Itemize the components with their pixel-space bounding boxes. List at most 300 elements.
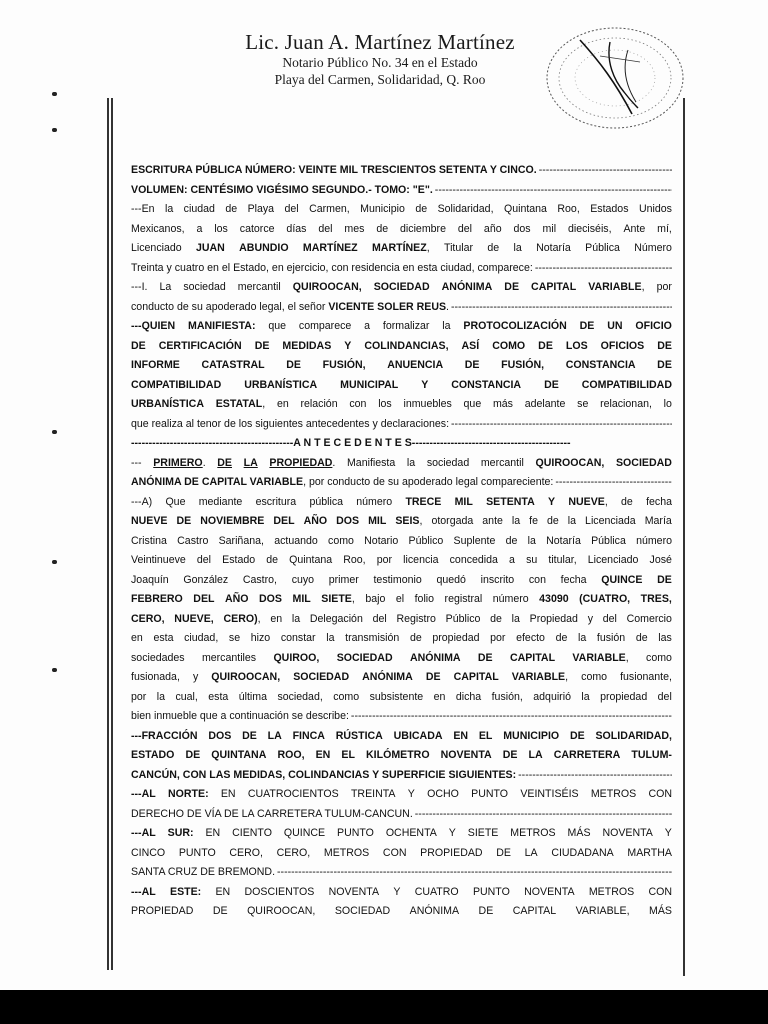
text-word: a (364, 320, 371, 332)
text-word: su (526, 554, 538, 566)
text-word: LA (528, 749, 543, 761)
text-word: SOCIEDAD (373, 281, 430, 293)
text-word: PROPIEDAD (131, 905, 194, 917)
text-word: como (328, 534, 354, 547)
text-word: EL (341, 749, 355, 761)
text-run: bien inmueble que a continuación se describe: (131, 710, 349, 722)
text-word: efecto (516, 632, 545, 644)
text-word: Público (445, 612, 481, 625)
text-word: TREINTA (350, 788, 396, 800)
text-word: CON (648, 885, 672, 898)
text-word: DOS (336, 515, 360, 527)
text-line (131, 454, 672, 474)
text-word: Licenciado (131, 242, 182, 254)
text-word: DE (254, 339, 270, 352)
text-word: CERTIFICACIÓN (158, 339, 242, 352)
text-word: DOS (259, 593, 282, 605)
text-line (131, 259, 672, 279)
text-word: DE (502, 749, 518, 761)
text-word: MEDIDAS (282, 339, 332, 352)
text-line (131, 571, 672, 591)
text-word: Roo, (557, 203, 580, 215)
text-word: DE (569, 729, 585, 742)
text-word: la (442, 320, 451, 332)
text-word: comparece (298, 320, 352, 332)
text-word: TRES, (640, 593, 672, 605)
text-line (131, 727, 672, 747)
text-word: fecha (646, 495, 672, 508)
text-word: MUNICIPIO (503, 729, 560, 742)
text-word: CAPITAL (453, 671, 499, 683)
text-word: ---AL (131, 827, 156, 839)
text-word: la (581, 690, 590, 703)
text-word: Solidaridad, (437, 203, 494, 215)
text-word: CAPITAL (512, 905, 557, 917)
text-word: URBANÍSTICA (131, 398, 204, 410)
text-word: Sariñana, (218, 534, 264, 547)
text-word: SIETE, (321, 593, 355, 605)
text-run: VICENTE SOLER REUS (328, 300, 447, 313)
text-run: , por conducto de su apoderado legal compareciente: (303, 476, 554, 488)
text-word: Titular (444, 242, 474, 254)
text-word: DE (657, 339, 672, 352)
text-word: Unidos (638, 203, 672, 215)
text-word: --- (131, 456, 142, 469)
text-word: en (131, 632, 143, 644)
text-word: QUIROOCAN, (211, 671, 281, 683)
text-word: Número (634, 242, 672, 254)
text-word: de (376, 222, 389, 235)
text-word: CIENTO (232, 827, 272, 839)
text-word: DEL (273, 515, 295, 527)
text-word: UN (607, 320, 623, 332)
text-word: Quintana (503, 203, 547, 215)
text-word: UBICADA (393, 729, 443, 742)
text-word: SUR: (167, 827, 194, 839)
text-word: Licenciada (585, 515, 636, 527)
text-word: fe (529, 515, 538, 527)
text-word: Mexicanos, (131, 222, 185, 235)
text-word: DOS (208, 729, 232, 742)
text-word: CONSTANCIA (565, 359, 636, 371)
text-word: número (492, 593, 529, 605)
text-word: Que (165, 495, 186, 508)
text-line (131, 863, 672, 883)
text-word: del (284, 203, 299, 215)
text-word: diciembre (400, 222, 446, 235)
notary-office-line: Notario Público No. 34 en el Estado (282, 55, 478, 70)
text-word: OCHENTA (385, 827, 437, 839)
text-word: NUEVE, (174, 612, 214, 625)
text-word: VARIABLE, (588, 281, 645, 293)
text-word: TRECE (405, 495, 442, 508)
text-run: CANCÚN, CON LAS MEDIDAS, COLINDANCIAS Y SUPERFICIE SIGUIENTES: (131, 768, 517, 781)
text-word: DE (496, 846, 511, 859)
text-word: MIL (292, 593, 311, 605)
text-word: OFICIO (635, 320, 672, 332)
text-word: Y (344, 339, 352, 352)
text-word: ASÍ (461, 339, 480, 352)
text-word: Comercio (626, 612, 672, 625)
text-line (131, 395, 672, 415)
text-line (131, 337, 672, 357)
text-word: DE (477, 651, 493, 664)
text-word: DEL (193, 593, 215, 605)
text-word: sociedad (426, 456, 470, 469)
text-word: DE (478, 905, 494, 917)
text-word: la (156, 690, 165, 703)
text-word: en (270, 612, 283, 625)
text-word: Pública (585, 242, 620, 254)
text-word: AÑO (303, 515, 328, 527)
text-word: ciudad, (184, 632, 219, 644)
text-word: QUINTANA (211, 749, 267, 761)
text-word: por (490, 632, 506, 644)
text-word: los (214, 222, 228, 235)
text-word: se (577, 398, 589, 410)
text-word: mercantiles (201, 651, 257, 664)
text-word: adquirió (533, 690, 571, 703)
text-word: relación (300, 398, 338, 410)
text-line (131, 317, 672, 337)
text-word: la (578, 632, 587, 644)
text-word: CAPITAL (509, 651, 556, 664)
text-word: ---A) (131, 495, 153, 508)
text-word: ANÓNIMA (409, 651, 461, 664)
text-word: OFICIOS (600, 339, 645, 352)
text-word: NOVIEMBRE (200, 515, 265, 527)
text-line (131, 512, 672, 532)
text-word: MANIFIESTA: (188, 320, 256, 332)
text-word: LOS (565, 339, 588, 352)
text-line (131, 278, 672, 298)
text-word: mes (344, 222, 365, 235)
text-word: ante (482, 515, 503, 527)
text-word: Notaría (546, 534, 581, 547)
text-word: los (378, 398, 392, 410)
text-line (131, 356, 672, 376)
text-word: por (376, 554, 393, 566)
text-word: OCHO (427, 788, 459, 800)
text-word: Castro, (242, 573, 277, 586)
text-line (131, 707, 672, 727)
text-word: primer (328, 573, 359, 586)
text-line (131, 824, 672, 844)
text-word: ---FRACCIÓN (131, 729, 198, 742)
text-word: (CUATRO, (579, 593, 631, 605)
text-line (131, 532, 672, 552)
text-run: Treinta y cuatro en el Estado, en ejercicio, con residencia en esta ciudad, comparece: (131, 261, 533, 274)
text-word: Licenciado (587, 554, 639, 566)
text-word: esta (208, 690, 229, 703)
text-word: DE (286, 359, 301, 371)
text-word: ---QUIEN (131, 320, 176, 332)
text-word: Público (408, 534, 444, 547)
text-word: VEINTISÉIS (520, 788, 579, 800)
text-word: fusión, (491, 690, 523, 703)
text-word: Delegación (309, 612, 363, 625)
text-word: con (528, 573, 546, 586)
text-word: y (587, 612, 593, 625)
text-word: Carmen, (309, 203, 350, 215)
text-run: . (446, 300, 449, 313)
text-run: DERECHO DE VÍA DE LA CARRETERA TULUM-CANCUN. (131, 807, 413, 820)
text-word: del (318, 222, 333, 235)
text-line (131, 805, 672, 825)
text-word: registral (444, 593, 483, 605)
text-word: de (487, 242, 500, 254)
text-run: ESCRITURA PÚBLICA NÚMERO: VEINTE MIL TRESCIENTOS SETENTA Y CINCO. (131, 164, 537, 176)
text-word: adelante (524, 398, 566, 410)
margin-rule-left-outer (107, 98, 109, 970)
text-word: esta (153, 632, 174, 644)
text-word: número (356, 495, 393, 508)
text-word: FINCA (292, 729, 325, 742)
text-line (131, 844, 672, 864)
text-word: LA (243, 456, 258, 469)
text-word: DE (176, 515, 192, 527)
text-word: DE (657, 573, 672, 586)
text-word: como (646, 651, 672, 664)
text-word: fusión (596, 632, 626, 644)
text-word: NOVENTA (602, 827, 653, 839)
text-word: de (415, 203, 428, 215)
text-word: titular, (548, 554, 577, 566)
text-word: mediante (198, 495, 243, 508)
text-line (131, 629, 672, 649)
text-word: de (490, 612, 502, 625)
text-word: PUNTO (472, 885, 510, 898)
text-word: EN (453, 729, 469, 742)
text-run: conducto de su apoderado legal, el señor (131, 300, 329, 313)
text-word: LA (267, 729, 282, 742)
text-word: SIETE (467, 827, 499, 839)
text-word: KILÓMETRO (366, 749, 430, 761)
text-word: licencia (403, 554, 439, 566)
text-word: ---En (131, 203, 155, 215)
text-line (131, 610, 672, 630)
text-word: de (621, 495, 633, 508)
text-word: 43090 (539, 593, 569, 605)
text-line (131, 376, 672, 396)
text-word: como (581, 671, 608, 683)
text-word: escritura (255, 495, 297, 508)
text-word: de (266, 554, 279, 566)
text-word: PROPIEDAD. (269, 456, 336, 469)
text-word: fecha (560, 573, 587, 586)
text-word: CONSTANCIA (451, 378, 522, 391)
text-word: Municipio (360, 203, 405, 215)
text-line (131, 902, 672, 922)
deed-body-text (131, 161, 672, 922)
text-word: ---AL (131, 885, 156, 898)
text-word: DE (185, 749, 201, 761)
text-word: última (238, 690, 267, 703)
text-word: quedó (436, 573, 466, 586)
text-word: que (463, 398, 482, 410)
text-word: ---AL (131, 788, 156, 800)
text-word: las (658, 632, 672, 644)
text-word: CON (382, 846, 407, 859)
text-word: Joaquín (131, 573, 169, 586)
text-word: cuyo (291, 573, 315, 586)
text-word: MÁS (649, 905, 672, 917)
text-word: SOLIDARIDAD, (595, 729, 672, 742)
text-word: ciudad (183, 203, 215, 215)
text-word: Suplente (453, 534, 496, 547)
text-word: MARTÍNEZ (302, 242, 358, 254)
text-line (131, 649, 672, 669)
text-run: que realiza al tenor de los siguientes antecedentes y declaraciones: (131, 417, 450, 430)
text-word: subsistente (369, 690, 424, 703)
text-word: PUNTO (178, 846, 216, 859)
text-word: PROPIEDAD (420, 846, 483, 859)
text-word: testimonio (373, 573, 422, 586)
text-word: la (527, 534, 536, 547)
text-word: FUSIÓN, (322, 359, 366, 371)
text-word: SOCIEDAD (293, 671, 350, 683)
text-word: número (636, 534, 672, 547)
text-word: FEBRERO (131, 593, 183, 605)
text-word: González (183, 573, 229, 586)
text-word: fusionante, (620, 671, 672, 683)
margin-mark (52, 128, 57, 132)
text-word: mercantil (237, 281, 281, 293)
text-word: ESTADO (131, 749, 175, 761)
text-word: VARIABLE, (511, 671, 569, 683)
text-word: RÚSTICA (335, 729, 383, 742)
text-word: la (511, 515, 521, 527)
text-word: otorgada (431, 515, 474, 527)
text-word: del (602, 612, 617, 625)
text-word: con (349, 398, 367, 410)
text-word: DE (217, 456, 232, 469)
text-word: EL (478, 729, 493, 742)
text-word: formalizar (382, 320, 430, 332)
text-word: propiedad (432, 632, 480, 644)
text-word: COLINDANCIAS, (364, 339, 449, 352)
text-word: FUSIÓN, (501, 359, 545, 371)
text-word: Veintinueve (131, 554, 186, 566)
text-word: EN (205, 827, 221, 839)
text-word: transmisión (345, 632, 400, 644)
text-line (131, 220, 672, 240)
text-word: EN (220, 788, 236, 800)
text-word: CUATRO (414, 885, 459, 898)
text-word: COMO (492, 339, 526, 352)
text-word: CATASTRAL (201, 359, 265, 371)
text-word: concedida (449, 554, 498, 566)
text-word: mí, (657, 222, 672, 235)
text-word: Registro (396, 612, 436, 625)
text-word: MUNICIPAL (340, 378, 399, 391)
notary-seal-icon (540, 22, 690, 137)
margin-rule-left-inner (111, 98, 113, 970)
text-word: URBANÍSTICA (244, 378, 318, 391)
text-word: inmuebles (403, 398, 452, 410)
text-line (131, 883, 672, 903)
text-word: CIUDADANA (551, 846, 614, 859)
text-word: INFORME (131, 359, 180, 371)
text-line (131, 161, 672, 181)
text-word: bajo (365, 593, 386, 605)
text-word: sociedad (183, 281, 226, 293)
text-word: ANÓNIMA (441, 281, 493, 293)
text-line (131, 551, 672, 571)
text-word: VARIABLE, (572, 651, 629, 664)
text-word: Y (548, 495, 556, 508)
text-word: Ante (623, 222, 646, 235)
text-word: la (513, 242, 522, 254)
text-word: QUIROOCAN, (535, 456, 605, 469)
text-line (131, 493, 672, 513)
text-word: CINCO (131, 846, 166, 859)
text-line (131, 688, 672, 708)
text-word: DE (544, 378, 559, 391)
text-word: del (657, 690, 672, 703)
text-line (131, 746, 672, 766)
text-word: inscrito (480, 573, 515, 586)
text-word: propiedad (600, 690, 648, 703)
text-word: SOCIEDAD (336, 651, 393, 664)
text-word: sociedades (131, 651, 185, 664)
text-word: Playa (247, 203, 275, 215)
text-run: ----------------------------------------------A N T E C E D E N T E S--------------------------------------------- (131, 437, 571, 449)
text-word: María (644, 515, 672, 527)
notary-name: Lic. Juan A. Martínez Martínez (245, 30, 515, 54)
text-word: Propiedad (529, 612, 578, 625)
text-word: PROTOCOLIZACIÓN (463, 320, 567, 332)
text-line (131, 181, 672, 201)
margin-mark (52, 92, 57, 96)
text-word: de (555, 632, 568, 644)
text-word: la (164, 203, 174, 215)
text-line (131, 766, 672, 786)
text-word: CERO, (276, 846, 311, 859)
text-word: NOVENTA (328, 885, 380, 898)
text-word: PUNTO (471, 788, 509, 800)
text-word: METROS (590, 788, 637, 800)
text-word: Notario (364, 534, 399, 547)
notary-letterhead (210, 30, 550, 88)
text-word: ---I. (131, 281, 148, 293)
text-word: por (656, 281, 672, 293)
text-word: ANÓNIMA (362, 671, 413, 683)
text-word: DOSCIENTOS (244, 885, 315, 898)
text-word: METROS (588, 885, 635, 898)
text-word: la (291, 612, 301, 625)
text-word: constar (280, 632, 316, 644)
text-word: Quintana (289, 554, 333, 566)
text-word: CAPITAL (531, 281, 577, 293)
text-line (131, 239, 672, 259)
text-word: por (131, 690, 147, 703)
text-line (131, 668, 672, 688)
text-word: NOVENTA (524, 885, 575, 898)
text-word: de (505, 534, 518, 547)
text-word: sociedad, (277, 690, 323, 703)
text-word: TULUM- (631, 749, 672, 761)
text-word: en (433, 690, 446, 703)
text-word: MIL (368, 515, 387, 527)
text-word: SOCIEDAD (334, 905, 391, 917)
text-word: días (286, 222, 307, 235)
text-word: EN (315, 749, 331, 761)
text-word: Notaría (536, 242, 571, 254)
text-word: QUINCE (601, 573, 643, 586)
text-word: CERO, (229, 846, 263, 859)
text-word: Y (393, 885, 401, 898)
